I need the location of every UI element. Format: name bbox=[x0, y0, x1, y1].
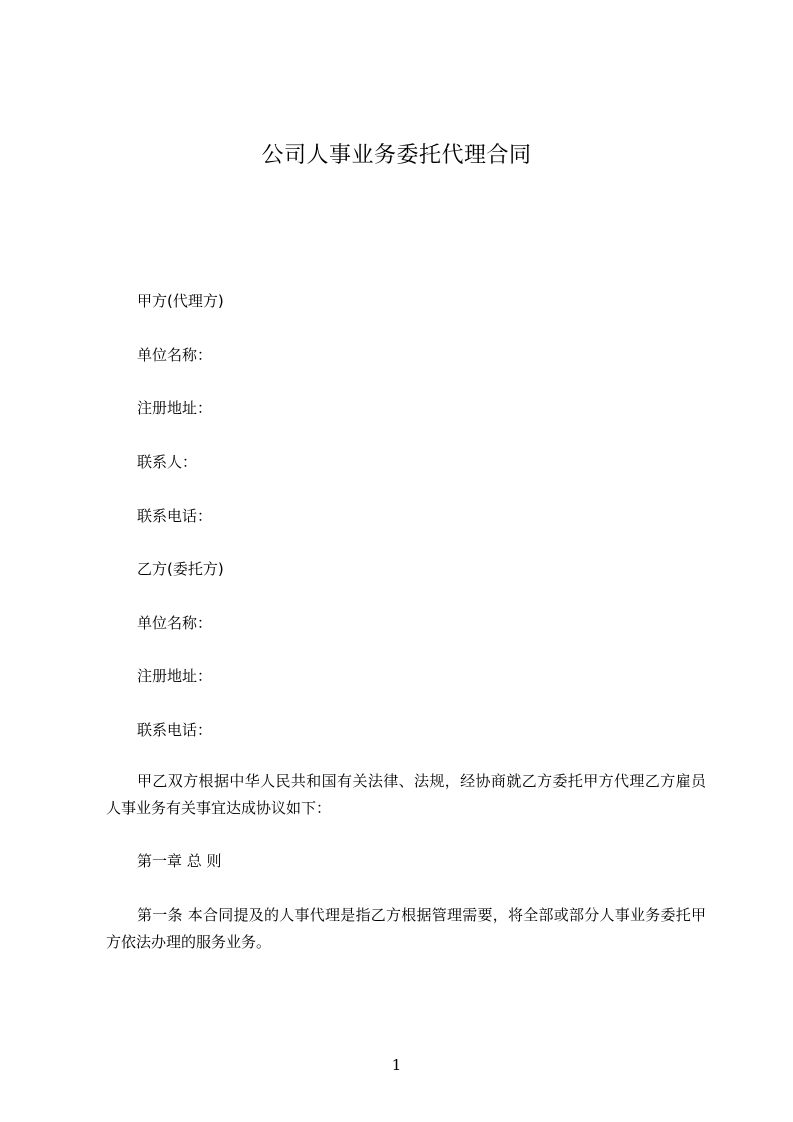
page-number: 1 bbox=[391, 1056, 402, 1074]
party-b-phone-label: 联系电话： bbox=[137, 721, 213, 739]
chapter-heading: 第一章 总 则 bbox=[137, 852, 222, 870]
article-1-paragraph: 第一条 本合同提及的人事代理是指乙方根据管理需要，将全部或部分人事业务委托甲方依法办理的服务业务。 bbox=[106, 906, 706, 951]
party-a-unit-name-label: 单位名称： bbox=[137, 346, 213, 364]
intro-paragraph: 甲乙双方根据中华人民共和国有关法律、法规，经协商就乙方委托甲方代理乙方雇员人事业务有关事宜达成协议如下： bbox=[106, 772, 706, 817]
party-b-address-label: 注册地址： bbox=[137, 667, 213, 685]
party-a-address-label: 注册地址： bbox=[137, 399, 213, 417]
party-a-heading: 甲方(代理方) bbox=[137, 292, 224, 310]
document-title: 公司人事业务委托代理合同 bbox=[261, 143, 532, 168]
party-a-phone-label: 联系电话： bbox=[137, 507, 213, 525]
party-b-unit-name-label: 单位名称： bbox=[137, 614, 213, 632]
party-a-contact-label: 联系人： bbox=[137, 453, 198, 471]
party-b-heading: 乙方(委托方) bbox=[137, 560, 224, 578]
